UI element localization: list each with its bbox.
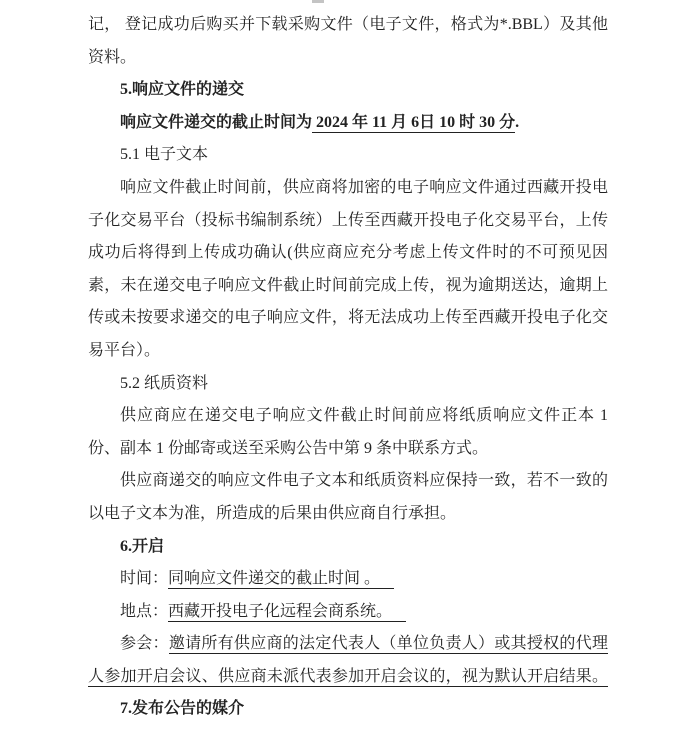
text-line: [88, 74, 608, 107]
text-run: 资料。: [88, 48, 137, 66]
text-line: [88, 628, 608, 661]
text-run: .: [515, 113, 520, 131]
text-line: [88, 661, 608, 694]
text-run: 时间：: [120, 570, 169, 588]
text-line: [88, 237, 608, 270]
text-line: [88, 270, 608, 303]
text-line: [88, 42, 608, 75]
text-run: 供应商递交的响应文件电子文本和纸质资料应保持一致，若不一致的: [120, 472, 608, 490]
text-run: 7.发布公告的媒介: [120, 700, 245, 718]
text-line: [88, 400, 608, 433]
text-run: 份、副本 1 份邮寄或送至采购公告中第 9 条中联系方式。: [88, 439, 489, 457]
text-line: [88, 531, 608, 564]
text-run: 传或未按要求递交的电子响应文件，将无法成功上传至西藏开投电子化交: [88, 309, 608, 327]
text-line: [88, 172, 608, 205]
text-run: 响应文件递交的截止时间为: [120, 113, 313, 131]
text-line: [88, 139, 608, 172]
text-line: [88, 498, 608, 531]
text-run: 5.2 纸质资料: [120, 374, 209, 392]
underlined-text-run: 人参加开启会议、供应商未派代表参加开启会议的，视为默认开启结果。: [88, 667, 608, 685]
text-line: [88, 205, 608, 238]
text-line: [88, 563, 608, 596]
underlined-text-run: 邀请所有供应商的法定代表人（单位负责人）或其授权的代理: [168, 635, 608, 653]
text-line: [88, 302, 608, 335]
underlined-text-run: 同响应文件递交的截止时间 。: [168, 570, 394, 589]
text-line: [88, 693, 608, 726]
text-run: 5.响应文件的递交: [120, 81, 245, 99]
text-run: 易平台）。: [88, 341, 161, 359]
text-line: [88, 596, 608, 629]
text-run: 地点：: [120, 602, 169, 620]
underlined-text-run: 西藏开投电子化远程会商系统。: [168, 603, 406, 622]
text-line: [88, 368, 608, 401]
text-run: 6.开启: [120, 537, 165, 555]
text-line: [88, 465, 608, 498]
text-line: [88, 9, 608, 42]
text-run: 记， 登记成功后购买并下载采购文件（电子文件，格式为*.BBL）及其他: [88, 16, 608, 33]
text-run: 素，未在递交电子响应文件截止时间前完成上传，视为逾期送达，逾期上: [88, 276, 608, 294]
previous-line-cutoff-artifact: [312, 0, 324, 3]
text-run: 以电子文本为准，所造成的后果由供应商自行承担。: [88, 504, 457, 522]
underlined-text-run: 2024 年 11 月 6日 10 时 30 分: [312, 113, 516, 131]
text-run: 子化交易平台（投标书编制系统）上传至西藏开投电子化交易平台，上传: [88, 211, 608, 229]
text-line: [88, 335, 608, 368]
text-run: 供应商应在递交电子响应文件截止时间前应将纸质响应文件正本 1: [120, 407, 608, 425]
document-body: [88, 9, 608, 726]
text-run: 参会：: [120, 635, 169, 653]
text-line: [88, 433, 608, 466]
text-run: 成功后将得到上传成功确认(供应商应充分考虑上传文件时的不可预见因: [88, 244, 608, 262]
text-line: [88, 107, 608, 140]
text-run: 响应文件截止时间前，供应商将加密的电子响应文件通过西藏开投电: [120, 178, 608, 196]
text-run: 5.1 电子文本: [120, 146, 209, 164]
